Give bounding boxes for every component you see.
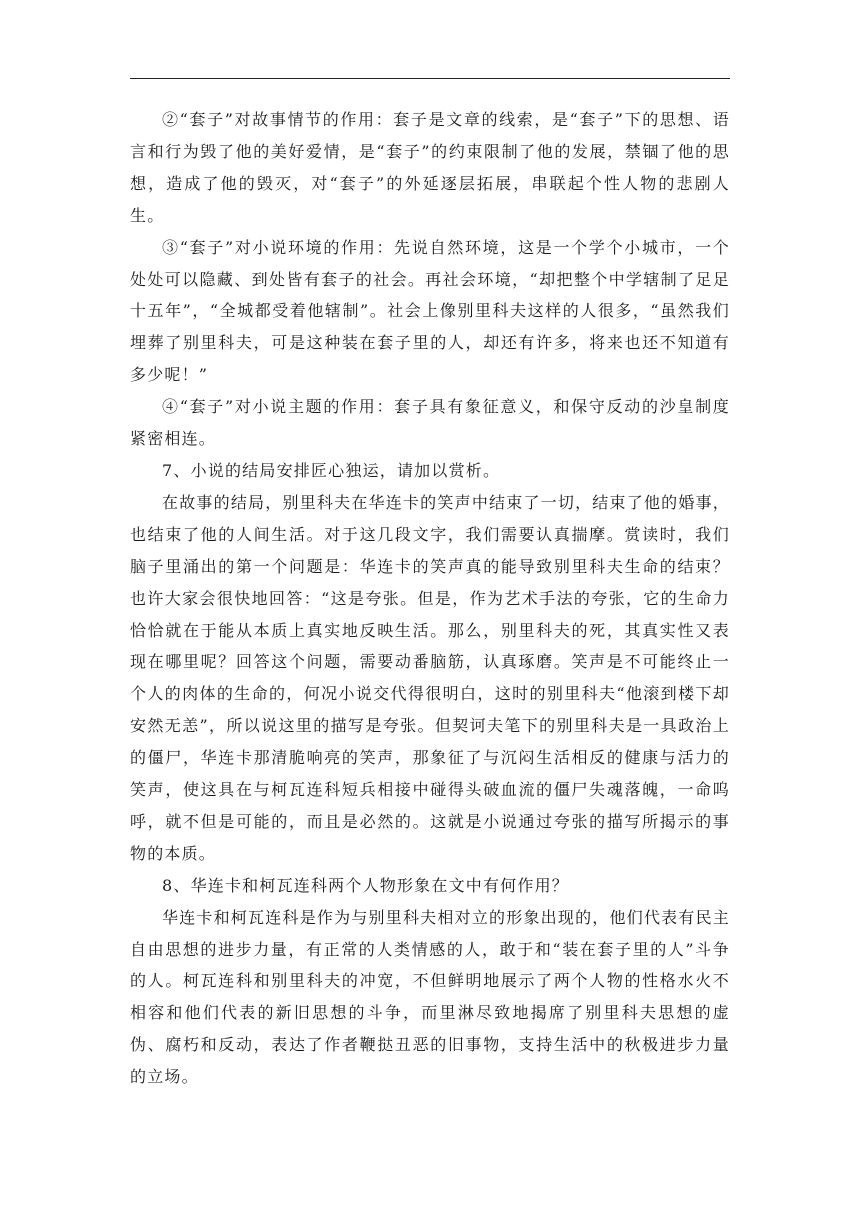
answer-8-paragraph: 华连卡和柯瓦连科是作为与别里科夫相对立的形象出现的，他们代表有民主自由思想的进步力量，有正常的人类情感的人，敢于和“装在套子里的人”斗争的人。柯瓦连科和别里科夫的冲宽，不但鲜明地展示了两个人物的性格水火不相容和他们代表的新旧思想的斗争，而里淋尽致地揭席了别里科夫思想的虚伪、腐朽和反动，表达了作者鞭挞丑恶的旧事物，支持生活中的秋极进步力量的立场。 xyxy=(130,907,730,1087)
paragraph-item-4-theme: ④“套子”对小说主题的作用：套子具有象征意义，和保守反动的沙皇制度紧密相连。 xyxy=(130,397,730,449)
paragraph-item-3-environment: ③“套子”对小说环境的作用：先说自然环境，这是一个学个小城市，一个处处可以隐藏、到处皆有套子的社会。再社会环境，“却把整个中学辖制了足足十五年”，“全城都受着他辖制”。社会上像别里科夫这样的人很多，“虽然我们埋葬了别里科夫，可是这种装在套子里的人，却还有许多，将来也还不知道有多少呢！” xyxy=(130,237,730,385)
document-body xyxy=(130,104,730,1093)
header-rule xyxy=(130,78,730,79)
question-8-heading: 8、华连卡和柯瓦连科两个人物形象在文中有何作用？ xyxy=(162,875,569,895)
answer-7-paragraph: 在故事的结局，别里科夫在华连卡的笑声中结束了一切，结束了他的婚事，也结束了他的人间生活。对于这几段文字，我们需要认真揣摩。赏读时，我们脑子里涌出的第一个问题是：华连卡的笑声真的能导致别里科夫生命的结束？也许大家会很快地回答：“这是夸张。但是，作为艺术手法的夸张，它的生命力恰恰就在于能从本质上真实地反映生活。那么，别里科夫的死，其真实性又表现在哪里呢？回答这个问题，需要动番脑筋，认真琢磨。笑声是不可能终止一个人的肉体的生命的，何况小说交代得很明白，这时的别里科夫“他滚到楼下却安然无恙”，所以说这里的描写是夸张。但契诃夫笔下的别里科夫是一具政治上的僵尸，华连卡那清脆响亮的笑声，那象征了与沉闷生活相反的健康与活力的笑声，使这具在与柯瓦连科短兵相接中碰得头破血流的僵尸失魂落魄，一命呜呼，就不但是可能的，而且是必然的。这就是小说通过夸张的描写所揭示的事物的本质。 xyxy=(130,492,730,863)
question-7-heading: 7、小说的结局安排匠心独运，请加以赏析。 xyxy=(162,460,501,480)
paragraph-item-2-plot: ②“套子”对故事情节的作用：套子是文章的线索，是“套子”下的思想、语言和行为毁了他的美好爱情，是“套子”的约束限制了他的发展，禁锢了他的思想，造成了他的毁灭，对“套子”的外延逐层拓展，串联起个性人物的悲剧人生。 xyxy=(130,110,730,225)
